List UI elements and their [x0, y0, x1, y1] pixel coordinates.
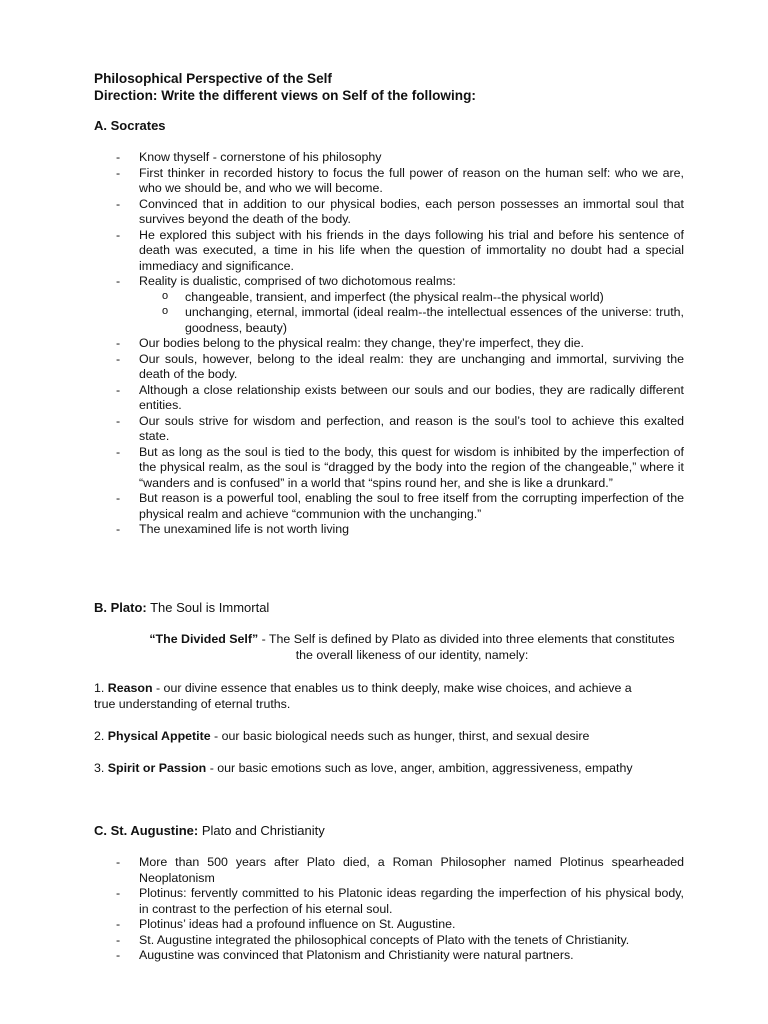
- socrates-list: [94, 150, 684, 538]
- document-direction: Direction: Write the different views on Self of the following:: [94, 88, 476, 103]
- section-socrates: [94, 118, 684, 134]
- list-item: - First thinker in recorded history to focus the full power of reason on the human self: who we are, who we should be, and who we will become.: [94, 166, 684, 197]
- document-header: [94, 70, 476, 104]
- sub-list: [139, 290, 684, 337]
- list-item: - Our bodies belong to the physical realm: they change, they’re imperfect, they die.: [94, 336, 684, 352]
- list-item: - St. Augustine integrated the philosophical concepts of Plato with the tenets of Christianity.: [94, 933, 684, 949]
- list-item: - Convinced that in addition to our physical bodies, each person possesses an immortal soul that survives beyond the death of the body.: [94, 197, 684, 228]
- list-item: - Our souls strive for wisdom and perfection, and reason is the soul’s tool to achieve this exalted state.: [94, 414, 684, 445]
- list-item: - Our souls, however, belong to the ideal realm: they are unchanging and immortal, surviving the death of the body.: [94, 352, 684, 383]
- section-heading: B. Plato: The Soul is Immortal: [94, 600, 270, 615]
- section-heading: A. Socrates: [94, 118, 166, 133]
- plato-element: 3. Spirit or Passion - our basic emotions such as love, anger, ambition, aggressiveness, empathy: [94, 761, 633, 775]
- list-item-text: - Reality is dualistic, comprised of two dichotomous realms:: [139, 274, 456, 288]
- section-augustine: [94, 823, 684, 839]
- list-item: - The unexamined life is not worth living: [94, 522, 684, 538]
- list-item: - But as long as the soul is tied to the body, this quest for wisdom is inhibited by the imperfection of the physical realm, as the soul is “dragged by the body into the region of the changeable,” where it “wanders and is confused” in a world that “spins round her, and she is like a drunkard.”: [94, 445, 684, 492]
- sub-list-item: o unchanging, eternal, immortal (ideal realm--the intellectual essences of the universe: truth, goodness, beauty): [139, 305, 684, 336]
- augustine-list: [94, 855, 684, 964]
- divided-self-paragraph: [142, 632, 682, 663]
- list-item: - But reason is a powerful tool, enabling the soul to free itself from the corrupting imperfection of the physical realm and achieve “communion with the unchanging.”: [94, 491, 684, 522]
- list-item: - Augustine was convinced that Platonism and Christianity were natural partners.: [94, 948, 684, 964]
- sub-list-item: o changeable, transient, and imperfect (the physical realm--the physical world): [139, 290, 684, 306]
- augustine-list-container: [94, 855, 684, 964]
- list-item: - He explored this subject with his friends in the days following his trial and before his sentence of death was executed, a time in his life when the question of immortality no doubt had a special immediacy and significance.: [94, 228, 684, 275]
- list-item: - Plotinus: fervently committed to his Platonic ideas regarding the imperfection of his physical body, in contrast to the perfection of his eternal soul.: [94, 886, 684, 917]
- list-item: - Know thyself - cornerstone of his philosophy: [94, 150, 684, 166]
- document-title: Philosophical Perspective of the Self: [94, 71, 332, 86]
- socrates-list-container: [94, 150, 684, 538]
- divided-self-title: “The Divided Self”: [149, 632, 259, 646]
- list-item-with-subitems: [94, 274, 684, 336]
- list-item: - More than 500 years after Plato died, a Roman Philosopher named Plotinus spearheaded Neoplatonism: [94, 855, 684, 886]
- section-plato: [94, 600, 684, 616]
- list-item: - Plotinus’ ideas had a profound influence on St. Augustine.: [94, 917, 684, 933]
- plato-element: 1. Reason - our divine essence that enables us to think deeply, make wise choices, and achieve a true understanding of eternal truths.: [94, 681, 632, 711]
- plato-element: 2. Physical Appetite - our basic biological needs such as hunger, thirst, and sexual desire: [94, 729, 590, 743]
- list-item: - Although a close relationship exists between our souls and our bodies, they are radically different entities.: [94, 383, 684, 414]
- section-heading: C. St. Augustine: Plato and Christianity: [94, 823, 325, 838]
- divided-self-text: - The Self is defined by Plato as divided into three elements that constitutes the overall likeness of our identity, namely:: [258, 632, 675, 662]
